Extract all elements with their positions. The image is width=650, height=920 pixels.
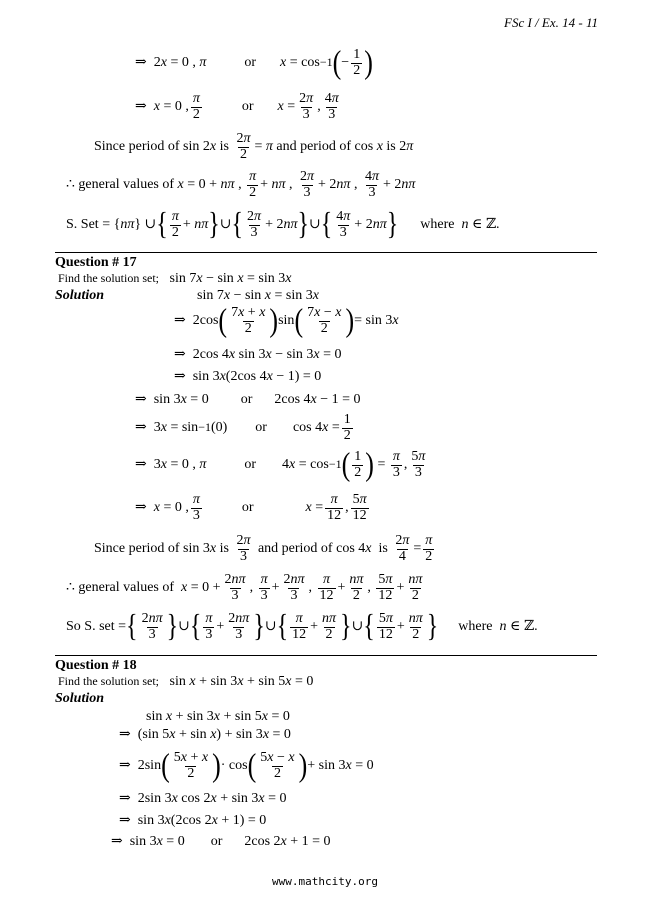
- equation-line: ⇒ sin 3x = 0 or 2cos 4x − 1 = 0: [135, 392, 361, 407]
- or-text: or: [241, 99, 254, 115]
- equation-line: ⇒ sin 3x(2cos 4x − 1) = 0: [174, 369, 322, 384]
- section-divider: [55, 655, 597, 656]
- since-text: Since period of: [94, 139, 180, 155]
- equation-line: ⇒ 2sin 3x cos 2x + sin 3x = 0: [119, 791, 287, 806]
- is-text: is: [386, 139, 396, 155]
- or-text: or: [244, 457, 257, 473]
- general-values-line: ∴ general values of x = 0 + nπ , π 2 + nπ , 2π 3 + 2nπ , 4π 3 + 2nπ: [66, 169, 416, 200]
- general-values-line: ∴ general values of x = 0 + $\frac{2n\pi}{3}$ , π 3 + $\frac{2n\pi}{3}$ , π 12 + $\frac{n\pi}{2}$ , 5π 12 + $\frac{n\pi}{2}$: [66, 572, 423, 603]
- or-text: or: [241, 500, 254, 516]
- equation-line: ⇒ 3x = sin −1 (0) or cos 4x = $\frac{1}{2}$: [135, 412, 351, 443]
- equation-line: sin 7x − sin x = sin 3x: [197, 288, 319, 303]
- and-period-text: and period of: [257, 541, 333, 557]
- therefore-text: ∴ general values of: [66, 580, 175, 596]
- since-text: Since period of: [94, 541, 180, 557]
- so-sset-text: So S. set: [66, 619, 115, 635]
- find-text: Find the solution set;: [58, 674, 160, 689]
- equation-line: ⇒ 2cos 4x sin 3x − sin 3x = 0: [174, 347, 342, 362]
- equation-line: sin x + sin 3x + sin 5x = 0: [146, 709, 290, 724]
- question-17-statement: Find the solution set; sin 7x − sin x = sin 3x: [58, 271, 292, 286]
- equation-line: ⇒ 2cos ( 7x + x 2 ) sin ( 7x − x 2 ) = sin 3x: [174, 302, 399, 339]
- question-17-solution-label: Solution: [55, 288, 105, 303]
- is-text: is: [219, 541, 229, 557]
- equation-line: ⇒ x = 0 , π 2 or x = $\frac{2\pi}{3}$ , 4π 3: [135, 91, 339, 122]
- equation-line: ⇒ 2sin ( 5x + x 2 ) · cos ( 5x − x 2 ) + sin 3x = 0: [119, 747, 374, 784]
- question-18-title: Question # 18: [55, 658, 137, 673]
- question-18-statement: Find the solution set; sin x + sin 3x + sin 5x = 0: [58, 674, 314, 689]
- equation-line: ⇒ sin 3x = 0 or 2cos 2x + 1 = 0: [111, 834, 331, 849]
- where-text: where: [420, 217, 455, 233]
- equation-line: ⇒ sin 3x(2cos 2x + 1) = 0: [119, 813, 267, 828]
- and-period-text: and period of: [276, 139, 352, 155]
- page-footer: www.mathcity.org: [272, 875, 378, 888]
- equation-line: ⇒ x = 0 , π 3 or x = $\frac{\pi}{12}$ , 5π 12: [135, 492, 367, 523]
- period-line: Since period of sin 2x is $\frac{2\pi}{2}$ = π and period of cos x is 2π: [94, 131, 414, 162]
- is-text: is: [378, 541, 388, 557]
- question-17-title: Question # 17: [55, 255, 137, 270]
- is-text: is: [219, 139, 229, 155]
- therefore-text: ∴ general values of: [66, 177, 175, 193]
- equation-line: ⇒ 3x = 0 , π or 4x = cos −1 ( 1 2 ) = $\frac{\pi}{3}$ , 5π 3: [135, 446, 426, 483]
- question-18-solution-label: Solution: [55, 691, 105, 706]
- find-text: Find the solution set;: [58, 271, 160, 286]
- or-text: or: [210, 834, 223, 849]
- page-header: FSc I / Ex. 14 - 11: [504, 15, 598, 30]
- or-text: or: [255, 420, 267, 436]
- equation-line: ⇒ (sin 5x + sin x) + sin 3x = 0: [119, 727, 291, 742]
- solution-set-line: So S. set = { 2nπ 3 } ∪ { π 3 + $\frac{2n\pi}{3}$ } ∪ { π 12 + $\frac{n\pi}{2}$ } ∪ { 5π 12 + $\frac{n\pi}{2}$ } where n ∈ ℤ.: [66, 610, 538, 645]
- section-divider: [55, 252, 597, 253]
- or-text: or: [244, 55, 257, 71]
- or-text: or: [240, 392, 253, 407]
- period-line: Since period of sin 3x is 2π 3 and period of cos 4x is $\frac{2\pi}{4}$ = $\frac{\pi}{2}$: [94, 533, 433, 564]
- equation-line: ⇒ 2x = 0 , π or x = cos −1 ( − $\frac{1}{2}$ ): [135, 44, 373, 81]
- sset-text: S. Set: [66, 217, 99, 233]
- where-text: where: [458, 619, 493, 635]
- solution-set-line: S. Set = {nπ} ∪ { π 2 + nπ } ∪ { 2π 3 + 2nπ } ∪ { 4π 3 + 2nπ } where n ∈ ℤ.: [66, 208, 500, 243]
